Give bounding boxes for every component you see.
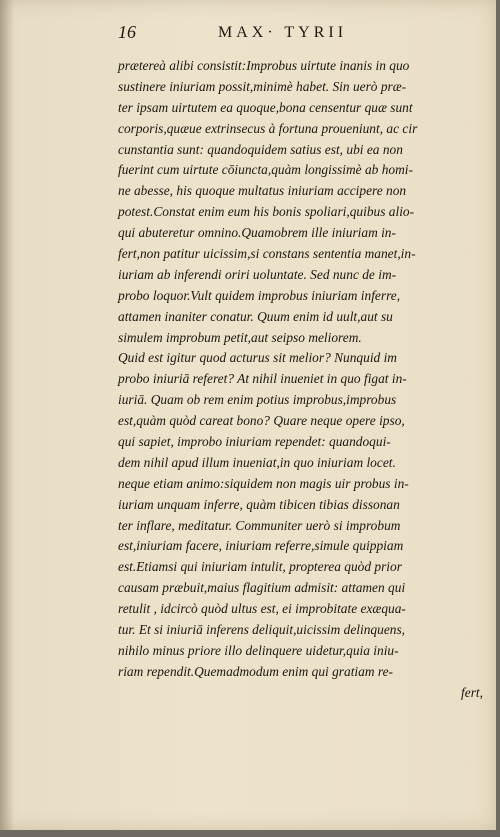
text-line: iuriam unquam inferre, quàm tibicen tibias dissonan [118, 496, 400, 512]
text-line: ne abesse, his quoque multatus iniuriam accipere non [118, 183, 407, 199]
text-line: ter inflare, meditatur. Communiter uerò si improbum [118, 517, 401, 533]
text-line: probo iniuriā referet? At nihil inueniet in quo figat in- [118, 371, 407, 387]
text-line: est,quàm quòd careat bono? Quare neque opere ipso, [118, 413, 405, 429]
text-line: riam rependit.Quemadmodum enim qui gratiam re- [118, 663, 393, 679]
text-line: qui abuteretur omnino.Quamobrem ille iniuriam in- [118, 225, 396, 241]
text-line: causam præbuit,maius flagitium admisit: attamen qui [118, 580, 406, 596]
text-line: prætereà alibi consistit:Improbus uirtute inanis in quo [118, 58, 410, 73]
text-line: dem nihil apud illum inueniat,in quo iniuriam locet. [118, 454, 396, 470]
text-line: simulem improbum petit,aut seipso meliorem. [118, 329, 362, 345]
text-line: est.Etiamsi qui iniuriam intulit, propterea quòd prior [118, 559, 402, 575]
text-line: ter ipsam uirtutem ea quoque,bona censentur quæ sunt [118, 99, 413, 115]
text-line: fuerint cum uirtute cōiuncta,quàm longissimè ab homi- [118, 162, 413, 178]
text-line: attamen inaniter conatur. Quum enim id uult,aut su [118, 308, 393, 324]
text-line: corporis,quæue extrinsecus à fortuna proueniunt, ac cir [118, 120, 418, 136]
text-line: probo loquor.Vult quidem improbus iniuriam inferre, [118, 287, 401, 303]
text-line: neque etiam animo:siquidem non magis uir probus in- [118, 475, 409, 491]
text-line: retulit , idcircò quòd ultus est, ei improbitate exæqua- [118, 601, 406, 617]
text-line: fert, [461, 684, 483, 700]
text-line: fert,non patitur uicissim,si constans sententia manet,in- [118, 246, 416, 262]
page-number: 16 [118, 22, 136, 42]
text-line: est,iniuriam facere, iniuriam referre,simule quippiam [118, 538, 404, 554]
text-line: sustinere iniuriam possit,minimè habet. Sin uerò præ- [118, 78, 407, 94]
page-header [118, 22, 438, 46]
text-line: iuriam ab inferendi oriri uoluntate. Sed nunc de im- [118, 266, 397, 282]
page-gutter-shadow [0, 0, 14, 830]
text-line: nihilo minus priore illo delinquere uidetur,quia iniu- [118, 642, 399, 658]
text-line: qui sapiet, improbo iniuriam rependet: quandoqui- [118, 434, 391, 450]
text-line: iuriā. Quam ob rem enim potius improbus,improbus [118, 392, 397, 408]
text-line: tur. Et si iniuriā inferens deliquit,uicissim delinquens, [118, 622, 406, 638]
running-head: MAX· TYRII [218, 24, 348, 41]
body-text [118, 56, 483, 704]
text-line: cunstantia sunt: quandoquidem satius est, ubi ea non [118, 141, 403, 157]
text-line: potest.Constat enim eum his bonis spoliari,quibus alio- [118, 204, 415, 220]
text-line: Quid est igitur quod acturus sit melior? Nunquid im [118, 350, 397, 366]
